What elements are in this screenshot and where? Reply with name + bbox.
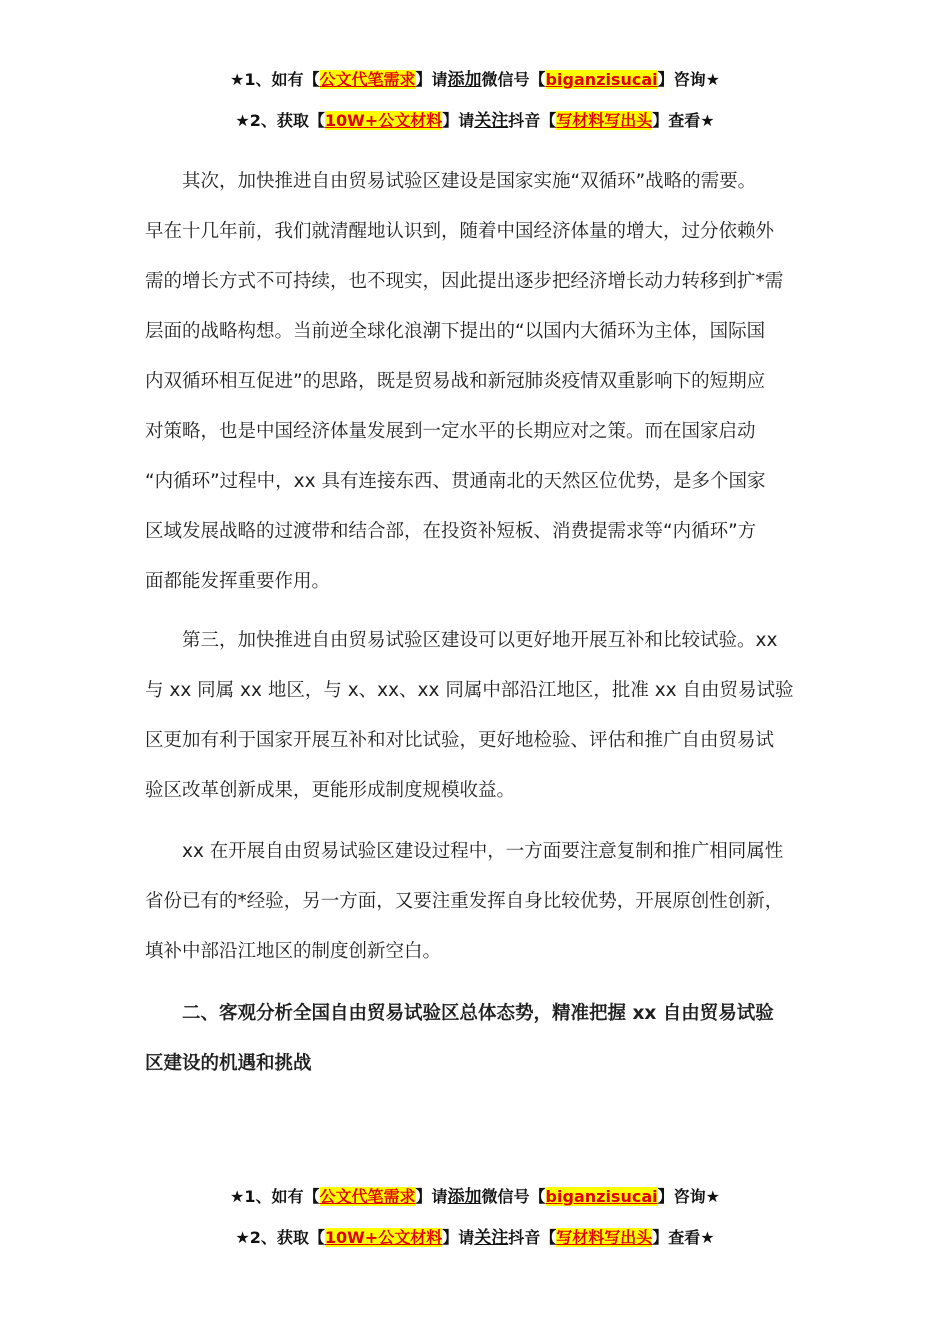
promo-text: 抖音【 [508, 1228, 557, 1247]
footer-promo-line-1 [0, 1185, 950, 1209]
heading-line: 区建设的机遇和挑战 [145, 1053, 312, 1074]
paragraph-line: 省份已有的*经验，另一方面，又要注重发挥自身比较优势，开展原创性创新， [145, 891, 784, 912]
promo-highlight: 公文代笔需求 [319, 1187, 416, 1206]
promo-text: 】查看★ [652, 111, 715, 130]
paragraph-line: 验区改革创新成果，更能形成制度规模收益。 [145, 780, 516, 801]
paragraph-line: “内循环”过程中，xx 具有连接东西、贯通南北的天然区位优势，是多个国家 [145, 471, 766, 492]
douyin-id-highlight: 写材料写出头 [556, 111, 653, 130]
promo-text: ★2、获取【 [235, 111, 325, 130]
section-heading [145, 989, 809, 1089]
body-paragraph-3 [145, 827, 809, 977]
promo-underline: 关注 [474, 111, 509, 131]
promo-highlight: 10W+公文材料 [324, 1228, 443, 1247]
wechat-id-highlight: biganzisucai [545, 1187, 658, 1206]
promo-text: ★2、获取【 [235, 1228, 325, 1247]
paragraph-line: 填补中部沿江地区的制度创新空白。 [145, 941, 442, 962]
paragraph-line: 早在十几年前，我们就清醒地认识到，随着中国经济体量的增大，过分依赖外 [145, 221, 775, 242]
promo-underline: 添加 [447, 1187, 482, 1207]
paragraph-line: 面都能发挥重要作用。 [145, 571, 331, 592]
paragraph-line: xx 在开展自由贸易试验区建设过程中，一方面要注意复制和推广相同属性 [182, 841, 784, 862]
promo-text: 微信号【 [481, 1187, 546, 1206]
promo-text: 抖音【 [508, 111, 557, 130]
heading-line: 二、客观分析全国自由贸易试验区总体态势，精准把握 xx 自由贸易试验 [182, 1003, 774, 1024]
promo-text: 微信号【 [481, 70, 546, 89]
paragraph-line: 层面的战略构想。当前逆全球化浪潮下提出的“以国内大循环为主体，国际国 [145, 321, 766, 342]
paragraph-line: 内双循环相互促进”的思路，既是贸易战和新冠肺炎疫情双重影响下的短期应 [145, 371, 766, 392]
promo-text: ★1、如有【 [230, 70, 320, 89]
promo-text: 】请 [415, 70, 448, 89]
promo-text: 】请 [415, 1187, 448, 1206]
douyin-id-highlight: 写材料写出头 [556, 1228, 653, 1247]
body-paragraph-1 [145, 157, 809, 607]
promo-text: 】咨询★ [657, 1187, 720, 1206]
body-paragraph-2 [145, 616, 809, 816]
wechat-id-highlight: biganzisucai [545, 70, 658, 89]
promo-text: 】请 [442, 111, 475, 130]
promo-text: ★1、如有【 [230, 1187, 320, 1206]
promo-underline: 关注 [474, 1228, 509, 1248]
paragraph-line: 需的增长方式不可持续，也不现实，因此提出逐步把经济增长动力转移到扩*需 [145, 271, 784, 292]
promo-text: 】查看★ [652, 1228, 715, 1247]
promo-text: 】请 [442, 1228, 475, 1247]
promo-highlight: 10W+公文材料 [324, 111, 443, 130]
footer-promo-line-2 [0, 1226, 950, 1250]
paragraph-line: 其次，加快推进自由贸易试验区建设是国家实施“双循环”战略的需要。 [182, 171, 757, 192]
promo-text: 】咨询★ [657, 70, 720, 89]
promo-highlight: 公文代笔需求 [319, 70, 416, 89]
paragraph-line: 区域发展战略的过渡带和结合部，在投资补短板、消费提需求等“内循环”方 [145, 521, 757, 542]
paragraph-line: 第三，加快推进自由贸易试验区建设可以更好地开展互补和比较试验。xx [182, 630, 778, 651]
promo-underline: 添加 [447, 70, 482, 90]
header-promo-line-1 [0, 68, 950, 92]
paragraph-line: 对策略，也是中国经济体量发展到一定水平的长期应对之策。而在国家启动 [145, 421, 756, 442]
paragraph-line: 与 xx 同属 xx 地区，与 x、xx、xx 同属中部沿江地区，批准 xx 自由贸易试验 [145, 680, 794, 701]
paragraph-line: 区更加有利于国家开展互补和对比试验，更好地检验、评估和推广自由贸易试 [145, 730, 775, 751]
header-promo-line-2 [0, 109, 950, 133]
